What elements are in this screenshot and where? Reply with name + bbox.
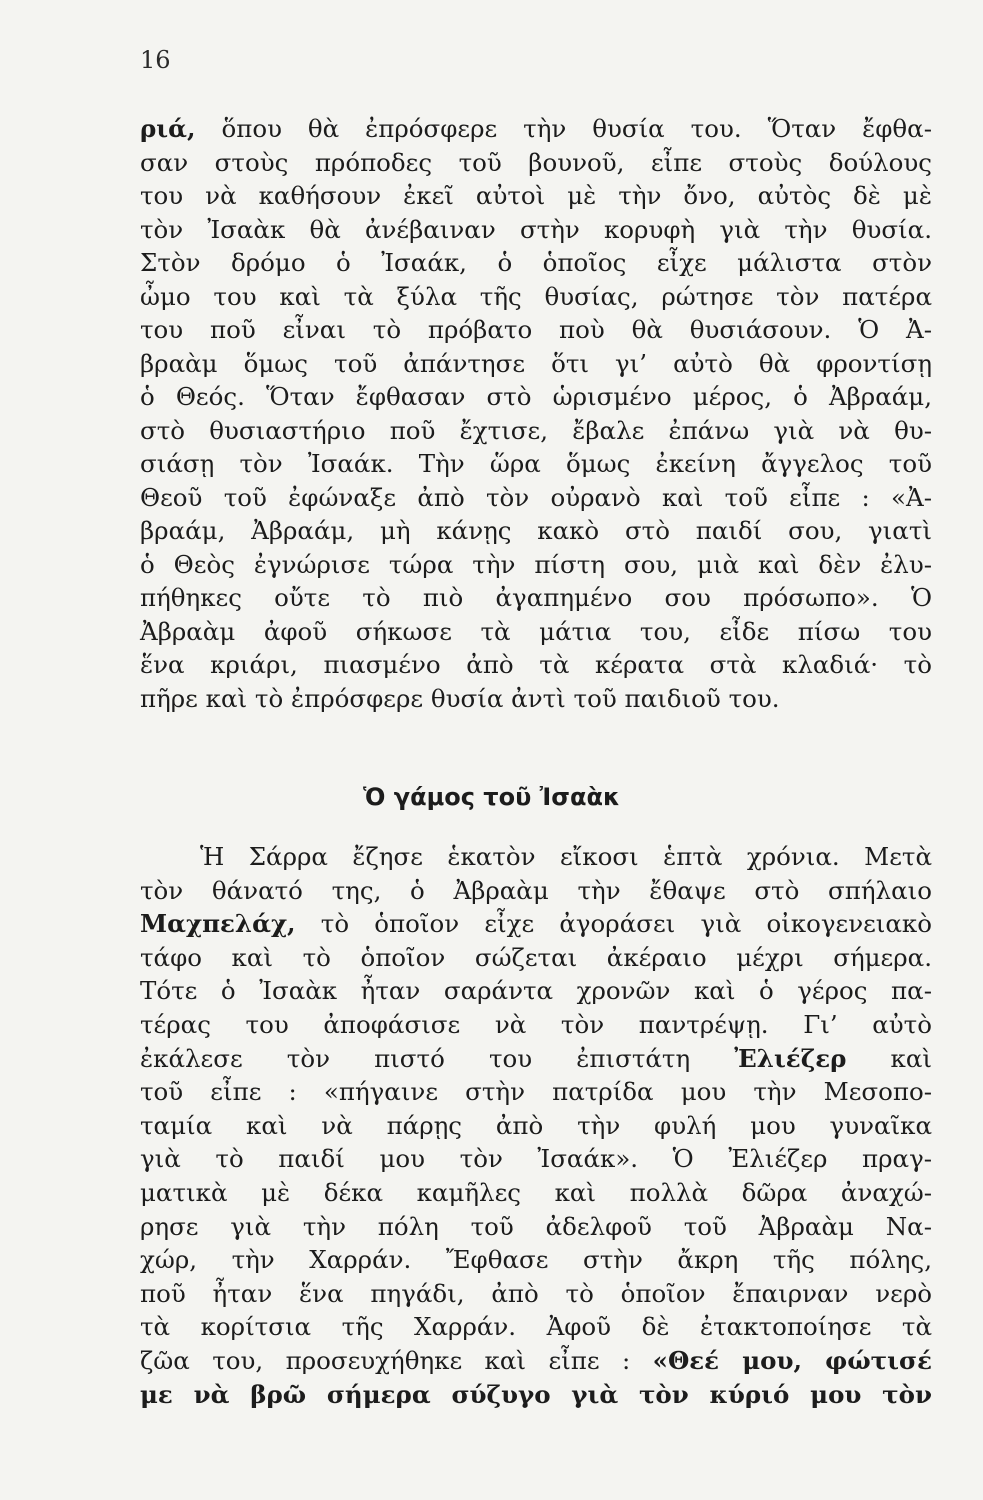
- text-line: [140, 1245, 932, 1275]
- line-text: Τότε ὁ Ἰσαὰκ ἦταν σαράντα χρονῶν καὶ ὁ γέρος πα-: [140, 976, 932, 1006]
- line-text: του ποῦ εἶναι τὸ πρόβατο ποὺ θὰ θυσιάσουν. Ὁ Ἀ-: [140, 315, 932, 344]
- bold-term: Ἐλιέζερ: [734, 1043, 847, 1073]
- bold-term: «Θεέ μου, φώτισέ: [652, 1346, 932, 1375]
- line-text: τὰ κορίτσια τῆς Χαρράν. Ἀφοῦ δὲ ἐτακτοποίησε τὰ: [140, 1312, 932, 1342]
- bold-term: Μαχπελάχ,: [140, 909, 296, 939]
- line-text: του νὰ καθήσουν ἐκεῖ αὐτοὶ μὲ τὴν ὄνο, αὐτὸς δὲ μὲ: [140, 181, 932, 210]
- line-text: στὸ θυσιαστήριο ποῦ ἔχτισε, ἔβαλε ἐπάνω γιὰ νὰ θυ-: [140, 415, 932, 445]
- line-text: ὦμο του καὶ τὰ ξύλα τῆς θυσίας, ρώτησε τὸν πατέρα: [140, 281, 932, 311]
- text-line: [140, 1312, 932, 1342]
- text-line: [140, 483, 932, 513]
- line-text: ὁ Θεός. Ὅταν ἔφθασαν στὸ ὡρισμένο μέρος, ὁ Ἀβραάμ,: [140, 382, 932, 411]
- text-line: [140, 909, 932, 939]
- text-line: [140, 550, 932, 580]
- text-line: [140, 1212, 932, 1242]
- line-text: τάφο καὶ τὸ ὁποῖον σώζεται ἀκέραιο μέχρι σήμερα.: [140, 942, 932, 972]
- text-line: [140, 876, 932, 906]
- line-text: πῆρε καὶ τὸ ἐπρόσφερε θυσία ἀντὶ τοῦ παιδιοῦ του.: [140, 683, 780, 713]
- text-line: [140, 1178, 932, 1208]
- line-text: Ἀβραὰμ ἀφοῦ σήκωσε τὰ μάτια του, εἶδε πίσω του: [140, 616, 932, 646]
- text-line: [140, 1044, 932, 1074]
- line-text: ὅπου θὰ ἐπρόσφερε τὴν θυσία του. Ὅταν ἔφθα-: [195, 114, 932, 143]
- line-text: ἕνα κριάρι, πιασμένο ἀπὸ τὰ κέρατα στὰ κλαδιά· τὸ: [140, 650, 932, 679]
- text-line: [140, 382, 932, 412]
- text-line: [140, 282, 932, 312]
- text-line: [140, 583, 932, 613]
- line-text: γιὰ τὸ παιδί μου τὸν Ἰσαάκ». Ὁ Ἐλιέζερ πραγ-: [140, 1144, 932, 1174]
- bold-term: με νὰ βρῶ σήμερα σύζυγο γιὰ τὸν κύριό μου τὸν: [140, 1379, 932, 1409]
- line-text: ρησε γιὰ τὴν πόλη τοῦ ἀδελφοῦ τοῦ Ἀβραὰμ Να-: [140, 1211, 932, 1241]
- line-text: σιάσῃ τὸν Ἰσαάκ. Τὴν ὥρα ὅμως ἐκείνη ἄγγελος τοῦ: [140, 449, 932, 478]
- text-line: [140, 1077, 932, 1107]
- text-line: [140, 1111, 932, 1141]
- line-text: ζῶα του, προσευχήθηκε καὶ εἶπε :: [140, 1346, 653, 1375]
- line-text: ὁ Θεὸς ἐγνώρισε τώρα τὴν πίστη σου, μιὰ καὶ δὲν ἐλυ-: [140, 549, 932, 579]
- text-line: [140, 1380, 932, 1410]
- text-line: [140, 650, 932, 680]
- line-text: τὸν θάνατό της, ὁ Ἀβραὰμ τὴν ἔθαψε στὸ σπήλαιο: [140, 875, 932, 905]
- line-text: τοῦ εἶπε : «πήγαινε στὴν πατρίδα μου τὴν Μεσοπο-: [140, 1077, 932, 1107]
- text-line: [140, 1144, 932, 1174]
- line-text: Ἡ Σάρρα ἔζησε ἑκατὸν εἴκοσι ἑπτὰ χρόνια. Μετὰ: [200, 842, 932, 871]
- text-line: [140, 114, 932, 144]
- text-line: [140, 617, 932, 647]
- text-line: [140, 516, 932, 546]
- line-text: ματικὰ μὲ δέκα καμῆλες καὶ πολλὰ δῶρα ἀναχώ-: [140, 1178, 932, 1207]
- page-number: 16: [140, 46, 171, 74]
- line-text: Στὸν δρόμο ὁ Ἰσαάκ, ὁ ὁποῖος εἶχε μάλιστα στὸν: [140, 248, 932, 277]
- line-text: ἐκάλεσε τὸν πιστό του ἐπιστάτη: [140, 1043, 735, 1073]
- text-line: [140, 943, 932, 973]
- line-text: ταμία καὶ νὰ πάρῃς ἀπὸ τὴν φυλή μου γυναῖκα: [140, 1110, 932, 1140]
- text-line: [140, 1010, 932, 1040]
- line-text: σαν στοὺς πρόποδες τοῦ βουνοῦ, εἶπε στοὺς δούλους: [140, 147, 932, 177]
- text-line: [140, 181, 932, 211]
- line-text: τὸ ὁποῖον εἶχε ἀγοράσει γιὰ οἰκογενειακὸ: [295, 909, 932, 939]
- text-line: [140, 1279, 932, 1309]
- line-text: τέρας του ἀποφάσισε νὰ τὸν παντρέψῃ. Γι’ αὐτὸ: [140, 1010, 932, 1039]
- line-text: πήθηκες οὔτε τὸ πιὸ ἀγαπημένο σου πρόσωπο». Ὁ: [140, 583, 932, 612]
- text-line: [140, 349, 932, 379]
- text-line: [140, 976, 932, 1006]
- line-text: ποῦ ἦταν ἕνα πηγάδι, ἀπὸ τὸ ὁποῖον ἔπαιρναν νερὸ: [140, 1278, 932, 1308]
- text-line: [140, 449, 932, 479]
- text-line: [140, 248, 932, 278]
- text-line: [140, 684, 932, 714]
- text-line: [140, 1346, 932, 1376]
- line-text: βραάμ, Ἀβραάμ, μὴ κάνῃς κακὸ στὸ παιδί σου, γιατὶ: [140, 516, 932, 545]
- line-text: Θεοῦ τοῦ ἐφώναξε ἀπὸ τὸν οὐρανὸ καὶ τοῦ εἶπε : «Ἀ-: [140, 482, 932, 512]
- line-text: καὶ: [846, 1043, 932, 1073]
- bold-term: ριά,: [140, 114, 196, 143]
- text-line: [200, 842, 932, 872]
- text-line: [140, 416, 932, 446]
- section-heading: Ὁ γάμος τοῦ Ἰσαὰκ: [362, 783, 620, 811]
- text-line: [140, 215, 932, 245]
- text-line: [140, 315, 932, 345]
- line-text: τὸν Ἰσαὰκ θὰ ἀνέβαιναν στὴν κορυφὴ γιὰ τὴν θυσία.: [140, 214, 932, 244]
- line-text: βραὰμ ὅμως τοῦ ἀπάντησε ὅτι γι’ αὐτὸ θὰ φροντίσῃ: [140, 348, 932, 378]
- text-line: [140, 148, 932, 178]
- line-text: χώρ, τὴν Χαρράν. Ἔφθασε στὴν ἄκρη τῆς πόλης,: [140, 1245, 932, 1275]
